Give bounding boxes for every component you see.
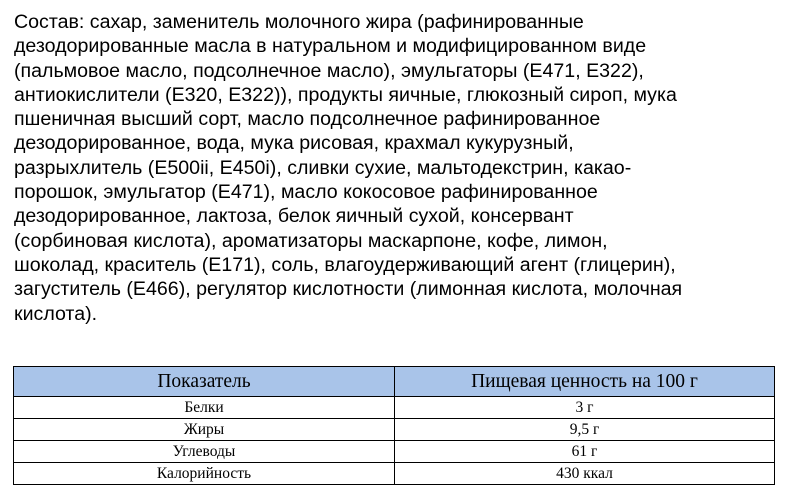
row-label: Калорийность	[14, 463, 395, 485]
composition-line: загуститель (Е466), регулятор кислотности (лимонная кислота, молочная	[14, 278, 683, 301]
nutrition-table	[13, 366, 775, 485]
row-label: Жиры	[14, 419, 395, 441]
row-value: 3 г	[395, 397, 775, 419]
composition-line: шоколад, краситель (Е171), соль, влагоудерживающий агент (глицерин),	[14, 253, 676, 276]
row-value: 61 г	[395, 441, 775, 463]
row-label: Белки	[14, 397, 395, 419]
composition-line: Состав: сахар, заменитель молочного жира (рафинированные	[14, 11, 584, 33]
composition-line: дезодорированное, вода, мука рисовая, крахмал кукурузный,	[14, 132, 574, 155]
composition-line: (пальмовое масло, подсолнечное масло), эмульгаторы (Е471, Е322),	[14, 59, 644, 82]
table-row	[14, 441, 775, 463]
composition-line: пшеничная высший сорт, масло подсолнечное рафинированное	[14, 108, 601, 131]
composition-line: разрыхлитель (Е500ii, Е450i), сливки сухие, мальтодекстрин, какао-	[14, 156, 632, 179]
table-row	[14, 419, 775, 441]
table-row	[14, 463, 775, 485]
table-header-row	[14, 367, 775, 397]
row-value: 9,5 г	[395, 419, 775, 441]
table-row	[14, 397, 775, 419]
composition-line: дезодорированные масла в натуральном и модифицированном виде	[14, 35, 647, 58]
header-indicator: Показатель	[14, 367, 395, 397]
composition-text	[14, 10, 776, 326]
composition-line: дезодорированное, лактоза, белок яичный сухой, консервант	[14, 205, 574, 228]
composition-line: антиокислители (Е320, Е322)), продукты яичные, глюкозный сироп, мука	[14, 83, 677, 106]
header-nutritional-value: Пищевая ценность на 100 г	[395, 367, 775, 397]
composition-line: кислота).	[14, 302, 98, 325]
composition-line: (сорбиновая кислота), ароматизаторы маскарпоне, кофе, лимон,	[14, 229, 608, 252]
row-value: 430 ккал	[395, 463, 775, 485]
composition-line: порошок, эмульгатор (Е471), масло кокосовое рафинированное	[14, 181, 598, 204]
row-label: Углеводы	[14, 441, 395, 463]
